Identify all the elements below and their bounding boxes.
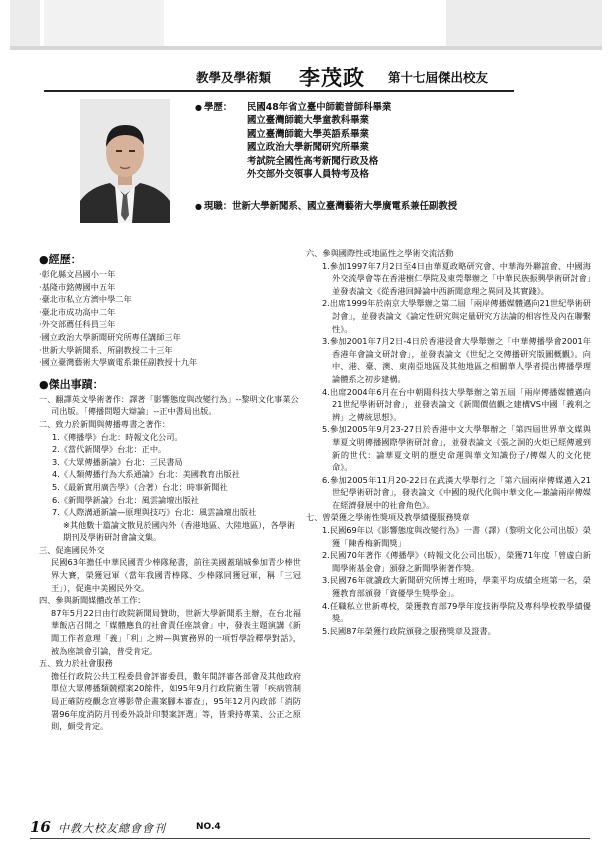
publication-note: ※其他數十篇論文散見於國內外（香港地區、大陸地區），各學術期刊及學術研討會論文集。 — [63, 519, 296, 543]
footer-divider — [30, 838, 590, 839]
experience-title: ●經歷： — [39, 253, 82, 266]
deeds-section-2: 二、致力於新聞與傳播專書之著作： — [39, 418, 171, 429]
profile-present-position — [195, 198, 457, 212]
alumni-name: 李茂政 — [299, 65, 365, 90]
experience-item: ·彰化縣文昌國小一年 — [39, 269, 116, 279]
page-number: 16 — [30, 818, 51, 836]
right-column — [306, 247, 591, 637]
header-divider — [44, 90, 514, 92]
header-decoration-block — [10, 0, 40, 50]
award-label: 第十七屆傑出校友 — [388, 70, 489, 85]
experience-item: ·國立政治大學新聞研究所專任講師三年 — [39, 331, 181, 342]
publication-item: 6.《新聞學新論》台北：風雲論壇出版社 — [52, 494, 199, 505]
exchange-item: 4.出席2004年6月在台中朝陽科技大學舉辦之第五屆「兩岸傳播媒體邁向21世紀學術研討會」，並發表論文《新聞價值觀之建構VS中國「義利之辨」之傳統思想》。 — [322, 386, 591, 422]
publication-item: 7.《人際溝通新論—原理與技巧》台北：風雲論壇出版社 — [52, 507, 257, 518]
education-line — [195, 114, 595, 127]
deeds-section-5-body: 擔任行政院公共工程委員會評審委員，數年間評審各部會及其他政府單位大眾傳播類競標案20餘件，如95年9月行政院衛生署「疾病管制局正確防疫觀念宣導影帶企畫案腳本審查」，95年12月內政部「消防署96年度消防月刊委外設計印製案評選」等，皆秉持專業、公正之原則，頗受肯定。 — [51, 670, 301, 732]
award-item: 3.民國76年就讀政大新聞研究所博士班時，學業平均成績全班第一名，榮獲教育部頒發「資優學生獎學金」。 — [322, 575, 591, 599]
bullet-icon: ● — [195, 202, 202, 211]
portrait-illustration — [80, 99, 170, 223]
publication-item: 3.《大眾傳播新論》台北：三民書局 — [52, 456, 183, 467]
exchange-item: 6.參加2005年11月20-22日在武漢大學舉行之「第六屆兩岸傳媒邁入21世紀學術研討會」，發表論文《中國的現代化與中華文化—兼論兩岸傳媒在經濟發展中的社會角色》。 — [322, 474, 591, 510]
deeds-section-5: 五、致力於社會服務 — [39, 658, 113, 669]
exchange-item: 2.出席1999年於南京大學舉辦之第二屆「兩岸傳播媒體邁向21世紀學術研討會」，並發表論文《論定性研究與定量研究方法論的相容性及內在聯繫性》。 — [322, 298, 591, 334]
education-label: 學歷： — [203, 102, 233, 113]
deeds-section-1: 一、翻譯英文學術著作：譯著「影響態度與改變行為」--黎明文化事業公司出版。「傳播問題大辯論」--正中書局出版。 — [39, 393, 299, 417]
publication-item: 5.《最新實用廣告學》（合著）台北：時事新聞社 — [52, 481, 228, 492]
page-footer — [30, 818, 590, 838]
header-decoration-bar — [10, 46, 602, 50]
issue-number: NO.4 — [196, 822, 221, 832]
education-line — [195, 168, 595, 181]
experience-item: ·基隆市銘傳國中五年 — [39, 281, 116, 292]
header-decoration-block — [44, 0, 164, 50]
education-item: 外交部外交領事人員特考及格 — [247, 169, 369, 181]
deeds-section-6: 六、參與國際性或地區性之學術交流活動 — [306, 248, 454, 258]
exchange-item: 3.參加2001年7月2日-4日於香港浸會大學舉辦之「中華傳播學會2001年香港年會論文研討會」，並發表論文《世紀之交傳播研究版圖概觀》。向中、港、臺、澳、東南亞地區及其他地區之相關華人學者提出傳播學理論體系之初步建構。 — [322, 336, 591, 384]
deeds-section-4: 四、參與新聞媒體改革工作： — [39, 595, 146, 606]
experience-item: ·臺北市私立方濟中學二年 — [39, 294, 132, 305]
experience-item: ·外交部薦任科員三年 — [39, 319, 116, 330]
deeds-section-3-body: 民國63年擔任中華民國青少棒隊秘書，前往美國蓋瑞城參加青少棒世界大賽，榮獲冠軍（當年我國青棒隊、少棒隊同獲冠軍，稱「三冠王」），促進中美國民外交。 — [51, 557, 301, 593]
exchange-item: 5.參加2005年9月23-27日於香港中文大學舉辦之「第四屆世界華文媒與華夏文明傳播國際學術研討會」，並發表論文《張之洞的火炬已經傳遞到新的世代：論華夏文明的歷史命運與華文知識份子/傳媒人的文化使命》。 — [322, 424, 591, 473]
deeds-title: ●傑出事蹟： — [39, 377, 104, 391]
education-line — [195, 128, 595, 141]
exchange-item: 1.參加1997年7月2日至4日由華夏政略研究會、中華海外聯誼會、中國海外交流學會等在香港樹仁學院及東莞舉辦之「中華民族振興學術研討會」並發表論文《從香港回歸論中西新聞意理之異同及其實踐》。 — [322, 260, 591, 296]
education-item: 國立臺灣師範大學童教科畢業 — [247, 115, 369, 127]
article-header — [0, 62, 613, 90]
education-line — [195, 155, 595, 168]
experience-item: ·世新大學新聞系、所副教授二十三年 — [39, 344, 173, 355]
education-item: 考試院全國性高考新聞行政及格 — [247, 155, 379, 167]
education-item: 國立臺灣師範大學英語系畢業 — [247, 128, 369, 140]
publication-item: 1.《傳播學》台北：時報文化公司。 — [52, 431, 183, 442]
deeds-section-4-body: 87年5月22日由行政院新聞局贊助，世新大學新聞系主辦，在台北福華飯店召開之「媒體應負的社會責任座談會」中，發表主題演講《新聞工作者意理「義」「利」之辨—與實務界的一項哲學詮釋學對話》，被為座談會引論，普受肯定。 — [51, 607, 301, 656]
portrait-photo — [80, 99, 170, 223]
award-item: 5.民國87年榮獲行政院頒發之服務獎章及證書。 — [322, 625, 496, 636]
award-item: 1.民國69年以《影響態度與改變行為》一書（譯）（黎明文化公司出版）榮獲「陳香梅新聞獎」 — [322, 525, 591, 548]
education-line — [195, 101, 595, 114]
present-label: 現職： — [203, 201, 233, 212]
award-item: 4.任職私立世新專校，榮獲教育部79學年度技術學院及專科學校教學績優獎。 — [322, 600, 591, 624]
award-item: 2.民國70年著作《傳播學》（時報文化公司出版），榮獲71年度「曾虛白新聞學術基金會」頒發之新聞學術著作獎。 — [322, 550, 591, 573]
experience-item: ·國立臺灣藝術大學廣電系兼任副教授十九年 — [39, 357, 198, 368]
publication-item: 2.《當代新聞學》台北：正中。 — [52, 444, 167, 455]
present-value: 世新大學新聞系、國立臺灣藝術大學廣電系兼任副教授 — [232, 201, 458, 212]
profile-education — [195, 101, 595, 181]
left-column — [39, 252, 301, 733]
deeds-section-7: 七、曾榮獲之學術性獎項及教學績優服務獎章 — [306, 512, 470, 523]
education-item: 民國48年省立臺中師範普師科畢業 — [247, 102, 392, 113]
journal-title: 中教大校友總會會刊 — [58, 822, 166, 835]
deeds-section-3: 三、促進國民外交 — [39, 544, 105, 555]
header-decoration-block — [446, 0, 602, 50]
education-line — [195, 141, 595, 154]
category-label: 教學及學術類 — [196, 70, 272, 85]
bullet-icon: ● — [195, 103, 202, 112]
publication-item: 4.《人類傳播行為大系通論》台北：美國教育出版社 — [52, 469, 240, 480]
education-item: 國立政治大學新聞研究所畢業 — [247, 142, 369, 154]
experience-item: ·臺北市成功高中二年 — [39, 306, 116, 317]
